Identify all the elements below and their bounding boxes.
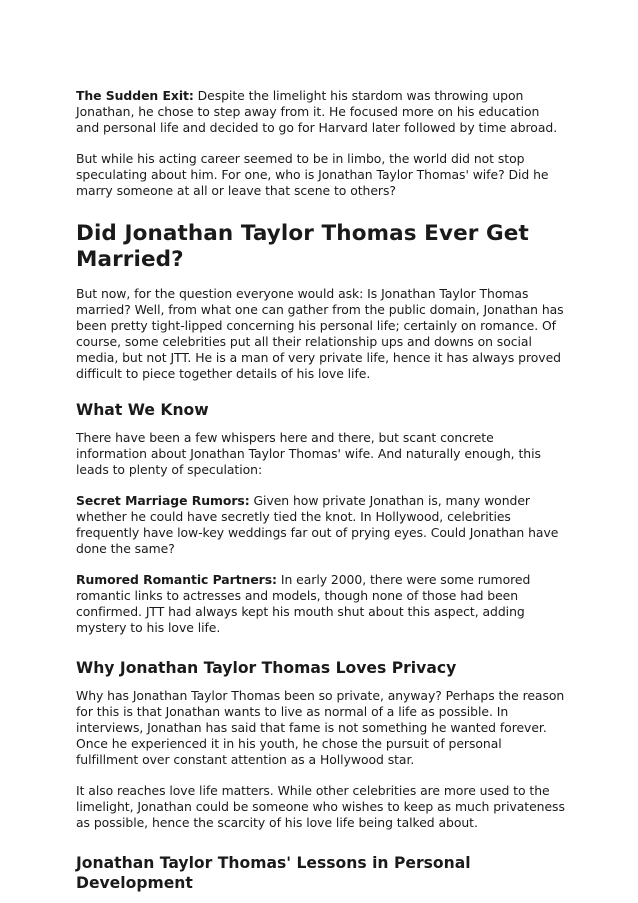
privacy-heading: Why Jonathan Taylor Thomas Loves Privacy	[76, 659, 457, 677]
secret-marriage-text: Given how private Jonathan is, many wonder whether he could have secretly tied the knot. In Hollywood, celebrities frequently have low-key weddings far out of prying eyes. Could Jonathan have done the same?	[76, 493, 559, 556]
sudden-exit-paragraph	[76, 88, 566, 136]
married-paragraph: But now, for the question everyone would ask: Is Jonathan Taylor Thomas married? Well, from what one can gather from the public domain, Jonathan has been pretty tight-lipped concerning his personal life; certainly on romance. Of course, some celebrities put all their relationship ups and downs on social media, but not JTT. He is a man of very private life, hence it has always proved difficult to piece together details of his love life.	[76, 286, 564, 381]
privacy-paragraph-1: Why has Jonathan Taylor Thomas been so private, anyway? Perhaps the reason for this is that Jonathan wants to live as normal of a life as possible. In interviews, Jonathan has said that fame is not something he wanted forever. Once he experienced it in his youth, he chose the pursuit of personal fulfillment over constant attention as a Hollywood star.	[76, 688, 565, 767]
speculation-paragraph: But while his acting career seemed to be in limbo, the world did not stop speculating about him. For one, who is Jonathan Taylor Thomas' wife? Did he marry someone at all or leave that scene to others?	[76, 151, 549, 198]
secret-marriage-label: Secret Marriage Rumors:	[76, 493, 250, 508]
sudden-exit-text: Despite the limelight his stardom was throwing upon Jonathan, he chose to step away from it. He focused more on his education and personal life and decided to go for Harvard later followed by time abroad.	[76, 88, 558, 135]
secret-marriage-paragraph	[76, 493, 566, 557]
document-page	[76, 88, 566, 903]
what-we-know-paragraph: There have been a few whispers here and there, but scant concrete information about Jonathan Taylor Thomas' wife. And naturally enough, this leads to plenty of speculation:	[76, 430, 541, 477]
sudden-exit-label: The Sudden Exit:	[76, 88, 194, 103]
romantic-partners-paragraph	[76, 572, 566, 636]
what-we-know-heading: What We Know	[76, 401, 209, 419]
privacy-paragraph-2: It also reaches love life matters. While other celebrities are more used to the limelight, Jonathan could be someone who wishes to keep as much privateness as possible, hence the scarcity of his love life being talked about.	[76, 783, 565, 830]
romantic-partners-text: In early 2000, there were some rumored romantic links to actresses and models, though none of those had been confirmed. JTT had always kept his mouth shut about this aspect, adding mystery to his love life.	[76, 572, 531, 635]
married-heading: Did Jonathan Taylor Thomas Ever Get Married?	[76, 221, 529, 272]
romantic-partners-label: Rumored Romantic Partners:	[76, 572, 277, 587]
lessons-heading: Jonathan Taylor Thomas' Lessons in Personal Development	[76, 854, 471, 892]
